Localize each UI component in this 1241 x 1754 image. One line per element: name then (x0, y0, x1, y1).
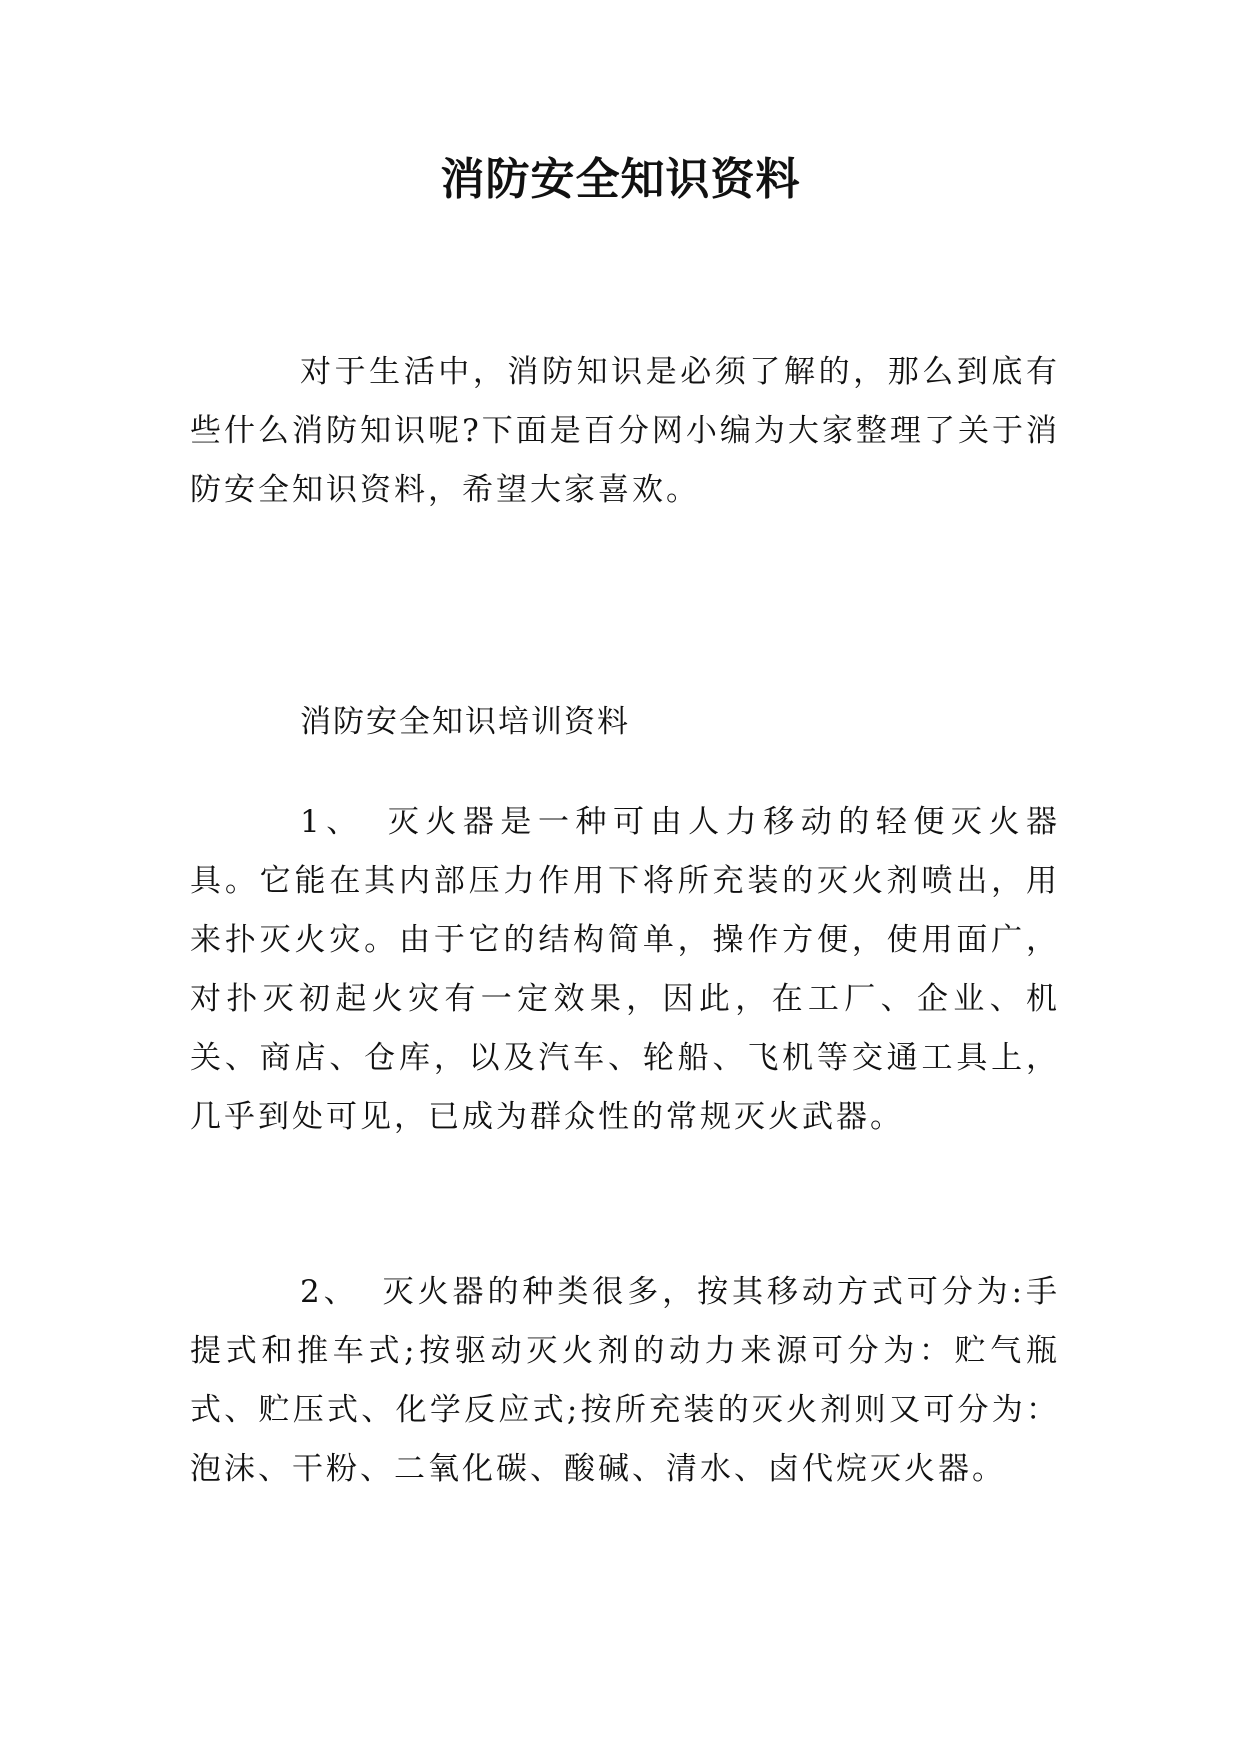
document-title: 消防安全知识资料 (440, 154, 801, 205)
list-item-number: 2、 (300, 1274, 359, 1310)
intro-paragraph: 对于生活中，消防知识是必须了解的，那么到底有些什么消防知识呢?下面是百分网小编为大家整理了关于消防安全知识资料，希望大家喜欢。 (190, 354, 1060, 508)
list-item-text: 灭火器的种类很多，按其移动方式可分为:手提式和推车式;按驱动灭火剂的动力来源可分为：贮气瓶式、贮压式、化学反应式;按所充装的灭火剂则又可分为：泡沫、干粉、二氧化碳、酸碱、清水、卤代烷灭火器。 (190, 1274, 1060, 1487)
list-item-2 (190, 1263, 1060, 1499)
list-item-number: 1、 (300, 804, 364, 840)
section-subheading: 消防安全知识培训资料 (300, 704, 630, 740)
list-item-text: 灭火器是一种可由人力移动的轻便灭火器具。它能在其内部压力作用下将所充装的灭火剂喷出，用来扑灭火灾。由于它的结构简单，操作方便，使用面广，对扑灭初起火灾有一定效果，因此，在工厂、企业、机关、商店、仓库，以及汽车、轮船、飞机等交通工具上，几乎到处可见，已成为群众性的常规灭火武器。 (190, 804, 1060, 1135)
list-item-1 (190, 793, 1060, 1147)
